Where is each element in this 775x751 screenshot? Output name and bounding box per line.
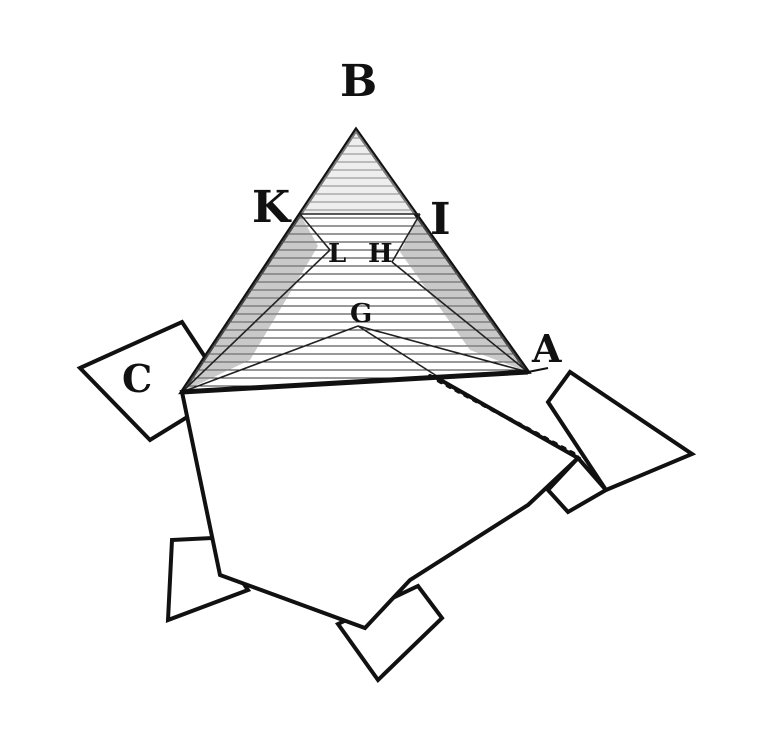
label-g: G: [350, 299, 373, 329]
label-k: K: [252, 182, 291, 233]
label-l: L: [328, 239, 347, 269]
label-c: C: [122, 356, 153, 401]
label-h: H: [368, 239, 393, 269]
label-a: A: [532, 326, 562, 371]
label-b: B: [340, 56, 378, 107]
label-i: I: [430, 194, 451, 245]
